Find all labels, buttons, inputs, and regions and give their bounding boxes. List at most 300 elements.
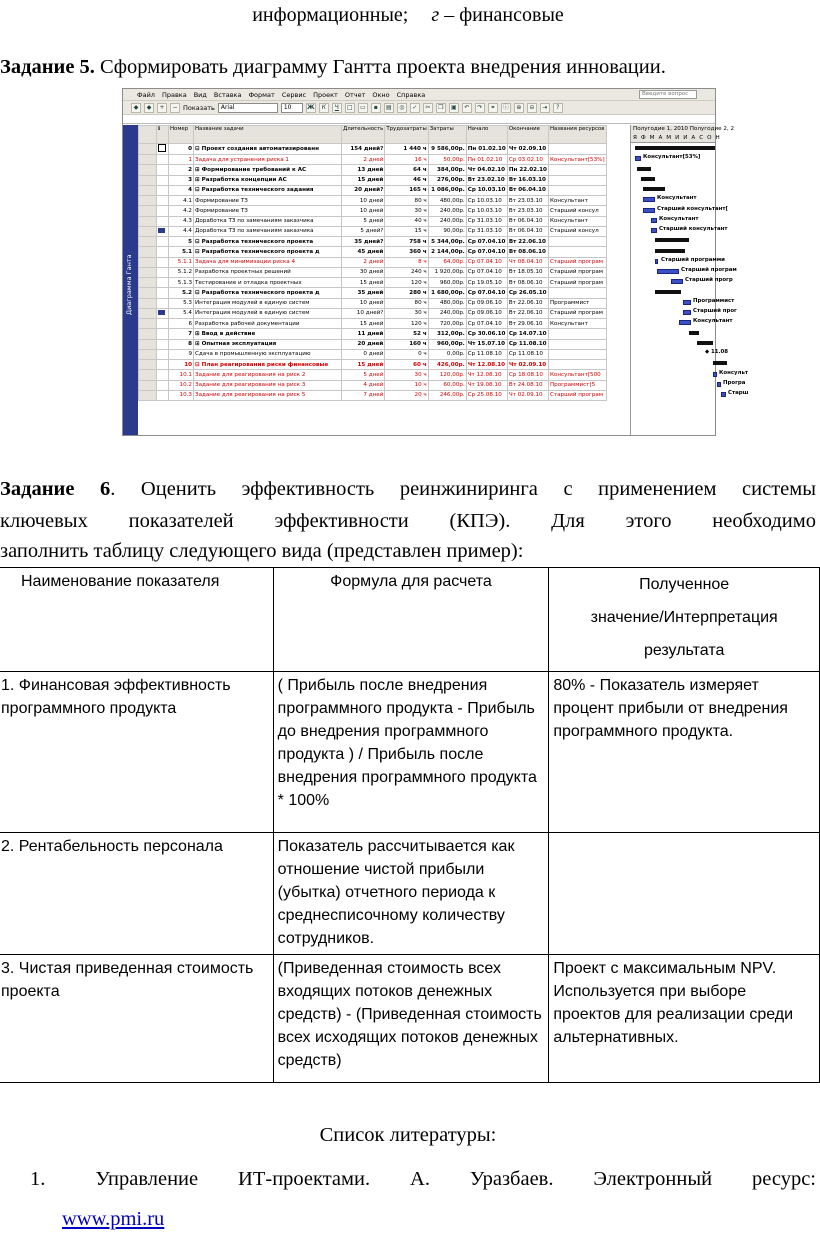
task-finish[interactable]: Ср 18.08.10 — [507, 370, 548, 380]
task-id[interactable] — [139, 196, 157, 206]
task-id[interactable] — [139, 237, 157, 247]
task-row[interactable] — [139, 267, 607, 277]
task-work[interactable]: 280 ч — [385, 288, 428, 298]
task-finish[interactable]: Вт 22.06.10 — [507, 308, 548, 318]
task-indicator[interactable] — [157, 370, 169, 380]
task-start[interactable]: Чт 12.08.10 — [466, 370, 507, 380]
task-indicator[interactable] — [157, 339, 169, 349]
menu-insert[interactable]: Вставка — [213, 90, 242, 99]
task-row[interactable] — [139, 196, 607, 206]
task-resources[interactable]: Консультант — [548, 319, 606, 329]
task-number[interactable]: 5.1.1 — [169, 257, 194, 267]
gantt-summary-bar[interactable] — [713, 361, 727, 365]
task-row[interactable] — [139, 175, 607, 185]
task-start[interactable]: Чт 04.02.10 — [466, 165, 507, 175]
task-id[interactable] — [139, 390, 157, 400]
task-number[interactable]: 5.1.2 — [169, 267, 194, 277]
redo-icon[interactable]: ↷ — [475, 103, 485, 113]
task-start[interactable]: Ср 11.08.10 — [466, 349, 507, 359]
task-row[interactable] — [139, 339, 607, 349]
task-finish[interactable]: Ср 11.08.10 — [507, 339, 548, 349]
task-id[interactable] — [139, 226, 157, 236]
task-row[interactable] — [139, 288, 607, 298]
task-id[interactable] — [139, 155, 157, 165]
open-icon[interactable]: ▭ — [358, 103, 368, 113]
header-resources[interactable]: Названия ресурсов — [548, 126, 606, 144]
task-duration[interactable]: 15 дней — [342, 360, 385, 370]
task-finish[interactable]: Ср 11.08.10 — [507, 349, 548, 359]
task-duration[interactable]: 7 дней — [342, 390, 385, 400]
task-finish[interactable]: Вт 22.06.10 — [507, 298, 548, 308]
task-id[interactable] — [139, 339, 157, 349]
task-number[interactable]: 8 — [169, 339, 194, 349]
task-resources[interactable]: Старший програм — [548, 267, 606, 277]
gantt-task-bar[interactable] — [643, 208, 655, 213]
task-finish[interactable]: Вт 29.06.10 — [507, 319, 548, 329]
task-resources[interactable]: Старший програм — [548, 308, 606, 318]
task-row[interactable] — [139, 360, 607, 370]
task-name[interactable]: ⊞ Ввод в действие — [194, 329, 342, 339]
task-name[interactable]: ⊟ Разработка технического проекта д — [194, 288, 342, 298]
task-row[interactable] — [139, 165, 607, 175]
header-number[interactable]: Номер — [169, 126, 194, 144]
goto-task-icon[interactable]: ⇥ — [540, 103, 550, 113]
task-name[interactable]: Тестирование и отладка проектных — [194, 278, 342, 288]
gantt-summary-bar[interactable] — [655, 249, 685, 253]
task-resources[interactable] — [548, 185, 606, 195]
task-indicator[interactable] — [157, 144, 169, 155]
task-start[interactable]: Ср 07.04.10 — [466, 237, 507, 247]
task-finish[interactable]: Вт 18.05.10 — [507, 267, 548, 277]
task-id[interactable] — [139, 257, 157, 267]
task-finish[interactable]: Вт 23.03.10 — [507, 206, 548, 216]
task-cost[interactable]: 240,00р. — [428, 308, 466, 318]
task-row[interactable] — [139, 144, 607, 155]
task-resources[interactable]: Старший програм — [548, 257, 606, 267]
task-duration[interactable]: 15 дней — [342, 175, 385, 185]
task-indicator[interactable] — [157, 257, 169, 267]
task-duration[interactable]: 30 дней — [342, 267, 385, 277]
task-number[interactable]: 10 — [169, 360, 194, 370]
task-name[interactable]: Формирование ТЗ — [194, 196, 342, 206]
task-work[interactable]: 240 ч — [385, 267, 428, 277]
task-number[interactable]: 4.3 — [169, 216, 194, 226]
task-resources[interactable]: Консультант — [548, 196, 606, 206]
task-indicator[interactable] — [157, 247, 169, 257]
task-row[interactable] — [139, 298, 607, 308]
task-start[interactable]: Ср 30.06.10 — [466, 329, 507, 339]
task-indicator[interactable] — [157, 298, 169, 308]
task-cost[interactable]: 240,00р. — [428, 216, 466, 226]
task-start[interactable]: Ср 10.03.10 — [466, 196, 507, 206]
task-cost[interactable]: 50,00р. — [428, 155, 466, 165]
task-finish[interactable]: Вт 22.06.10 — [507, 237, 548, 247]
task-duration[interactable]: 2 дней — [342, 155, 385, 165]
task-cost[interactable]: 9 586,00р. — [428, 144, 466, 155]
task-start[interactable]: Ср 07.04.10 — [466, 267, 507, 277]
preview-icon[interactable]: ◎ — [397, 103, 407, 113]
spell-icon[interactable]: ✓ — [410, 103, 420, 113]
task-duration[interactable]: 10 дней — [342, 298, 385, 308]
task-indicator[interactable] — [157, 185, 169, 195]
task-indicator[interactable] — [157, 237, 169, 247]
gantt-summary-bar[interactable] — [643, 187, 665, 191]
task-finish[interactable]: Пн 22.02.10 — [507, 165, 548, 175]
header-finish[interactable]: Окончание — [507, 126, 548, 144]
task-number[interactable]: 7 — [169, 329, 194, 339]
task-start[interactable]: Пн 01.02.10 — [466, 155, 507, 165]
gantt-task-bar[interactable] — [635, 156, 641, 161]
task-work[interactable]: 160 ч — [385, 339, 428, 349]
task-name[interactable]: ⊞ Разработка концепции АС — [194, 175, 342, 185]
task-work[interactable]: 1 440 ч — [385, 144, 428, 155]
task-finish[interactable]: Вт 06.04.10 — [507, 185, 548, 195]
zoom-in-icon[interactable]: ⊕ — [514, 103, 524, 113]
gantt-task-bar[interactable] — [679, 320, 691, 325]
header-id[interactable] — [139, 126, 157, 144]
task-indicator[interactable] — [157, 288, 169, 298]
task-cost[interactable]: 240,00р. — [428, 206, 466, 216]
task-resources[interactable] — [548, 144, 606, 155]
help-search-input[interactable]: Введите вопрос — [639, 90, 697, 99]
arrow-right-icon[interactable]: ◆ — [144, 103, 154, 113]
task-cost[interactable]: 312,00р. — [428, 329, 466, 339]
gantt-summary-bar[interactable] — [641, 177, 655, 181]
task-duration[interactable]: 45 дней — [342, 247, 385, 257]
task-row[interactable] — [139, 370, 607, 380]
task-start[interactable]: Ср 31.03.10 — [466, 216, 507, 226]
show-menu[interactable]: Показать — [183, 103, 215, 112]
task-cost[interactable]: 276,00р. — [428, 175, 466, 185]
task-finish[interactable]: Вт 06.04.10 — [507, 216, 548, 226]
print-icon[interactable]: ▤ — [384, 103, 394, 113]
header-cost[interactable]: Затраты — [428, 126, 466, 144]
task-resources[interactable] — [548, 165, 606, 175]
task-number[interactable]: 6 — [169, 319, 194, 329]
task-id[interactable] — [139, 370, 157, 380]
task-finish[interactable]: Вт 08.06.10 — [507, 278, 548, 288]
task-indicator[interactable] — [157, 196, 169, 206]
task-number[interactable]: 3 — [169, 175, 194, 185]
task-name[interactable]: Задача для минимизации риска 4 — [194, 257, 342, 267]
gantt-task-bar[interactable] — [717, 382, 721, 387]
task-duration[interactable]: 0 дней — [342, 349, 385, 359]
task-work[interactable]: 120 ч — [385, 319, 428, 329]
task-start[interactable]: Ср 09.06.10 — [466, 298, 507, 308]
gantt-task-bar[interactable] — [651, 218, 657, 223]
gantt-summary-bar[interactable] — [689, 331, 699, 335]
task-resources[interactable] — [548, 329, 606, 339]
task-id[interactable] — [139, 298, 157, 308]
task-row[interactable] — [139, 308, 607, 318]
task-indicator[interactable] — [157, 349, 169, 359]
task-finish[interactable]: Вт 23.03.10 — [507, 196, 548, 206]
task-work[interactable]: 64 ч — [385, 165, 428, 175]
task-work[interactable]: 80 ч — [385, 298, 428, 308]
task-duration[interactable]: 4 дней — [342, 380, 385, 390]
task-duration[interactable]: 10 дней? — [342, 308, 385, 318]
task-resources[interactable]: Программист[5 — [548, 380, 606, 390]
task-finish[interactable]: Вт 16.03.10 — [507, 175, 548, 185]
task-duration[interactable]: 15 дней — [342, 278, 385, 288]
task-start[interactable]: Вт 23.02.10 — [466, 175, 507, 185]
task-id[interactable] — [139, 360, 157, 370]
gantt-task-bar[interactable] — [643, 197, 655, 202]
task-resources[interactable]: Консультант[53%] — [548, 155, 606, 165]
task-finish[interactable]: Чт 02.09.10 — [507, 390, 548, 400]
task-cost[interactable]: 384,00р. — [428, 165, 466, 175]
task-row[interactable] — [139, 206, 607, 216]
task-id[interactable] — [139, 185, 157, 195]
task-duration[interactable]: 154 дней? — [342, 144, 385, 155]
task-duration[interactable]: 11 дней — [342, 329, 385, 339]
task-indicator[interactable] — [157, 267, 169, 277]
italic-icon[interactable]: К — [319, 103, 329, 113]
task-row[interactable] — [139, 257, 607, 267]
menu-window[interactable]: Окно — [372, 90, 390, 99]
task-number[interactable]: 5.1.3 — [169, 278, 194, 288]
task-indicator[interactable] — [157, 226, 169, 236]
task-id[interactable] — [139, 329, 157, 339]
task-id[interactable] — [139, 206, 157, 216]
task-indicator[interactable] — [157, 380, 169, 390]
task-row[interactable] — [139, 278, 607, 288]
task-number[interactable]: 2 — [169, 165, 194, 175]
task-name[interactable]: Формирование ТЗ — [194, 206, 342, 216]
task-work[interactable]: 52 ч — [385, 329, 428, 339]
task-id[interactable] — [139, 319, 157, 329]
task-id[interactable] — [139, 165, 157, 175]
task-cost[interactable]: 1 680,00р. — [428, 288, 466, 298]
task-finish[interactable]: Чт 02.09.10 — [507, 360, 548, 370]
task-indicator[interactable] — [157, 360, 169, 370]
task-cost[interactable]: 1 920,00р. — [428, 267, 466, 277]
font-size-select[interactable]: 10 — [281, 103, 303, 113]
task-name[interactable]: Задача для устранения риска 1 — [194, 155, 342, 165]
task-resources[interactable]: Старший консул — [548, 206, 606, 216]
task-name[interactable]: Разработка проектных решений — [194, 267, 342, 277]
header-duration[interactable]: Длительность — [342, 126, 385, 144]
task-name[interactable]: ⊞ Формирование требований к АС — [194, 165, 342, 175]
task-name[interactable]: Интеграция модулей в единую систем — [194, 308, 342, 318]
task-duration[interactable]: 35 дней? — [342, 237, 385, 247]
task-duration[interactable]: 10 дней — [342, 206, 385, 216]
task-cost[interactable]: 246,00р. — [428, 390, 466, 400]
gantt-summary-bar[interactable] — [655, 238, 689, 242]
task-name[interactable]: Задание для реагирования на риск 3 — [194, 380, 342, 390]
task-number[interactable]: 4.2 — [169, 206, 194, 216]
task-cost[interactable]: 480,00р. — [428, 298, 466, 308]
task-name[interactable]: ⊟ Разработка технического проекта д — [194, 247, 342, 257]
task-start[interactable]: Чт 15.07.10 — [466, 339, 507, 349]
task-finish[interactable]: Вт 06.04.10 — [507, 226, 548, 236]
task-name[interactable]: Интеграция модулей в единую систем — [194, 298, 342, 308]
task-id[interactable] — [139, 216, 157, 226]
menu-tools[interactable]: Сервис — [281, 90, 307, 99]
task-name[interactable]: Доработка ТЗ по замечаниям заказчика — [194, 216, 342, 226]
gantt-summary-bar[interactable] — [697, 341, 713, 345]
task-name[interactable]: ⊟ Разработка технического проекта — [194, 237, 342, 247]
view-bar[interactable] — [123, 125, 138, 435]
font-select[interactable]: Arial — [218, 103, 278, 113]
menu-view[interactable]: Вид — [193, 90, 207, 99]
task-work[interactable]: 16 ч — [385, 155, 428, 165]
task-work[interactable]: 8 ч — [385, 257, 428, 267]
arrow-left-icon[interactable]: ◆ — [131, 103, 141, 113]
gantt-task-bar[interactable] — [683, 310, 691, 315]
menu-project[interactable]: Проект — [313, 90, 338, 99]
task-indicator[interactable] — [157, 216, 169, 226]
task-finish[interactable]: Ср 26.05.10 — [507, 288, 548, 298]
task-cost[interactable]: 120,00р. — [428, 370, 466, 380]
task-cost[interactable]: 426,00р. — [428, 360, 466, 370]
task-duration[interactable]: 10 дней — [342, 196, 385, 206]
menu-format[interactable]: Формат — [248, 90, 275, 99]
task-indicator[interactable] — [157, 329, 169, 339]
task-row[interactable] — [139, 319, 607, 329]
task-cost[interactable]: 1 086,00р. — [428, 185, 466, 195]
task-cost[interactable]: 960,00р. — [428, 278, 466, 288]
task-start[interactable]: Ср 19.05.10 — [466, 278, 507, 288]
task-indicator[interactable] — [157, 206, 169, 216]
task-resources[interactable] — [548, 360, 606, 370]
task-row[interactable] — [139, 226, 607, 236]
task-row[interactable] — [139, 237, 607, 247]
task-id[interactable] — [139, 267, 157, 277]
task-duration[interactable]: 5 дней? — [342, 226, 385, 236]
task-start[interactable]: Чт 12.08.10 — [466, 360, 507, 370]
task-row[interactable] — [139, 155, 607, 165]
undo-icon[interactable]: ↶ — [462, 103, 472, 113]
task-work[interactable]: 40 ч — [385, 216, 428, 226]
task-work[interactable]: 60 ч — [385, 360, 428, 370]
task-info-icon[interactable]: ⓘ — [502, 103, 509, 111]
task-work[interactable]: 120 ч — [385, 278, 428, 288]
task-finish[interactable]: Ср 14.07.10 — [507, 329, 548, 339]
task-row[interactable] — [139, 349, 607, 359]
task-finish[interactable]: Чт 02.09.10 — [507, 144, 548, 155]
gantt-task-bar[interactable] — [683, 300, 691, 305]
task-indicator[interactable] — [157, 175, 169, 185]
task-duration[interactable]: 5 дней — [342, 370, 385, 380]
task-start[interactable]: Ср 07.04.10 — [466, 288, 507, 298]
task-id[interactable] — [139, 175, 157, 185]
task-cost[interactable]: 0,00р. — [428, 349, 466, 359]
entry-bar[interactable] — [123, 115, 715, 124]
task-cost[interactable]: 90,00р. — [428, 226, 466, 236]
task-row[interactable] — [139, 380, 607, 390]
task-row[interactable] — [139, 390, 607, 400]
menu-report[interactable]: Отчет — [344, 90, 366, 99]
task-work[interactable]: 758 ч — [385, 237, 428, 247]
zoom-out-icon[interactable]: ⊖ — [527, 103, 537, 113]
checkbox-icon[interactable] — [158, 144, 166, 152]
task-number[interactable]: 4.4 — [169, 226, 194, 236]
task-row[interactable] — [139, 216, 607, 226]
task-number[interactable]: 10.1 — [169, 370, 194, 380]
task-id[interactable] — [139, 380, 157, 390]
task-start[interactable]: Ср 31.03.10 — [466, 226, 507, 236]
gantt-task-bar[interactable] — [655, 259, 658, 264]
milestone-icon[interactable]: ◆ — [705, 349, 710, 355]
bold-icon[interactable]: Ж — [307, 103, 315, 111]
gantt-task-bar[interactable] — [671, 279, 683, 284]
task-resources[interactable]: Консультант[500 — [548, 370, 606, 380]
task-cost[interactable]: 720,00р. — [428, 319, 466, 329]
gantt-task-bar[interactable] — [651, 228, 657, 233]
task-resources[interactable] — [548, 339, 606, 349]
copy-icon[interactable]: ❐ — [436, 103, 446, 113]
task-duration[interactable]: 13 дней — [342, 165, 385, 175]
task-resources[interactable]: Старший програм — [548, 390, 606, 400]
task-cost[interactable]: 60,00р. — [428, 380, 466, 390]
task-cost[interactable]: 480,00р. — [428, 196, 466, 206]
task-row[interactable] — [139, 185, 607, 195]
help-icon[interactable]: ? — [553, 103, 563, 113]
task-work[interactable]: 30 ч — [385, 308, 428, 318]
task-number[interactable]: 5.1 — [169, 247, 194, 257]
task-work[interactable]: 10 ч — [385, 380, 428, 390]
task-work[interactable]: 165 ч — [385, 185, 428, 195]
task-number[interactable]: 0 — [169, 144, 194, 155]
task-number[interactable]: 4.1 — [169, 196, 194, 206]
gantt-task-bar[interactable] — [721, 392, 726, 397]
task-name[interactable]: ⊞ Опытная эксплуатация — [194, 339, 342, 349]
task-indicator[interactable] — [157, 390, 169, 400]
task-resources[interactable] — [548, 237, 606, 247]
task-number[interactable]: 9 — [169, 349, 194, 359]
task-duration[interactable]: 5 дней — [342, 216, 385, 226]
literature-link[interactable]: www.pmi.ru — [62, 1208, 165, 1230]
task-start[interactable]: Ср 07.04.10 — [466, 247, 507, 257]
task-duration[interactable]: 20 дней — [342, 339, 385, 349]
gantt-summary-bar[interactable] — [655, 290, 681, 294]
menu-help[interactable]: Справка — [396, 90, 426, 99]
task-start[interactable]: Ср 10.03.10 — [466, 185, 507, 195]
task-start[interactable]: Чт 19.08.10 — [466, 380, 507, 390]
task-work[interactable]: 15 ч — [385, 226, 428, 236]
task-resources[interactable] — [548, 349, 606, 359]
menu-file[interactable]: Файл — [137, 90, 155, 99]
task-indicator[interactable] — [157, 165, 169, 175]
task-name[interactable]: Задание для реагирования на риск 2 — [194, 370, 342, 380]
task-start[interactable]: Ср 07.04.10 — [466, 257, 507, 267]
task-start[interactable]: Ср 07.04.10 — [466, 319, 507, 329]
task-row[interactable] — [139, 329, 607, 339]
gantt-task-bar[interactable] — [657, 269, 679, 274]
task-cost[interactable]: 64,00р. — [428, 257, 466, 267]
save-icon[interactable]: ▪ — [371, 103, 381, 113]
task-number[interactable]: 10.2 — [169, 380, 194, 390]
task-id[interactable] — [139, 349, 157, 359]
new-file-icon[interactable]: □ — [345, 103, 355, 113]
header-task-name[interactable]: Название задачи — [194, 126, 342, 144]
task-indicator[interactable] — [157, 308, 169, 318]
task-cost[interactable]: 5 344,00р. — [428, 237, 466, 247]
task-number[interactable]: 5 — [169, 237, 194, 247]
link-icon[interactable]: ⚭ — [488, 103, 498, 113]
task-work[interactable]: 20 ч — [385, 390, 428, 400]
task-finish[interactable]: Вт 24.08.10 — [507, 380, 548, 390]
task-duration[interactable]: 15 дней — [342, 319, 385, 329]
task-id[interactable] — [139, 278, 157, 288]
task-resources[interactable] — [548, 288, 606, 298]
task-number[interactable]: 1 — [169, 155, 194, 165]
gantt-summary-bar[interactable] — [637, 167, 651, 171]
task-resources[interactable]: Программист — [548, 298, 606, 308]
task-name[interactable]: ⊟ План реагирования риски финансовые — [194, 360, 342, 370]
task-number[interactable]: 5.3 — [169, 298, 194, 308]
